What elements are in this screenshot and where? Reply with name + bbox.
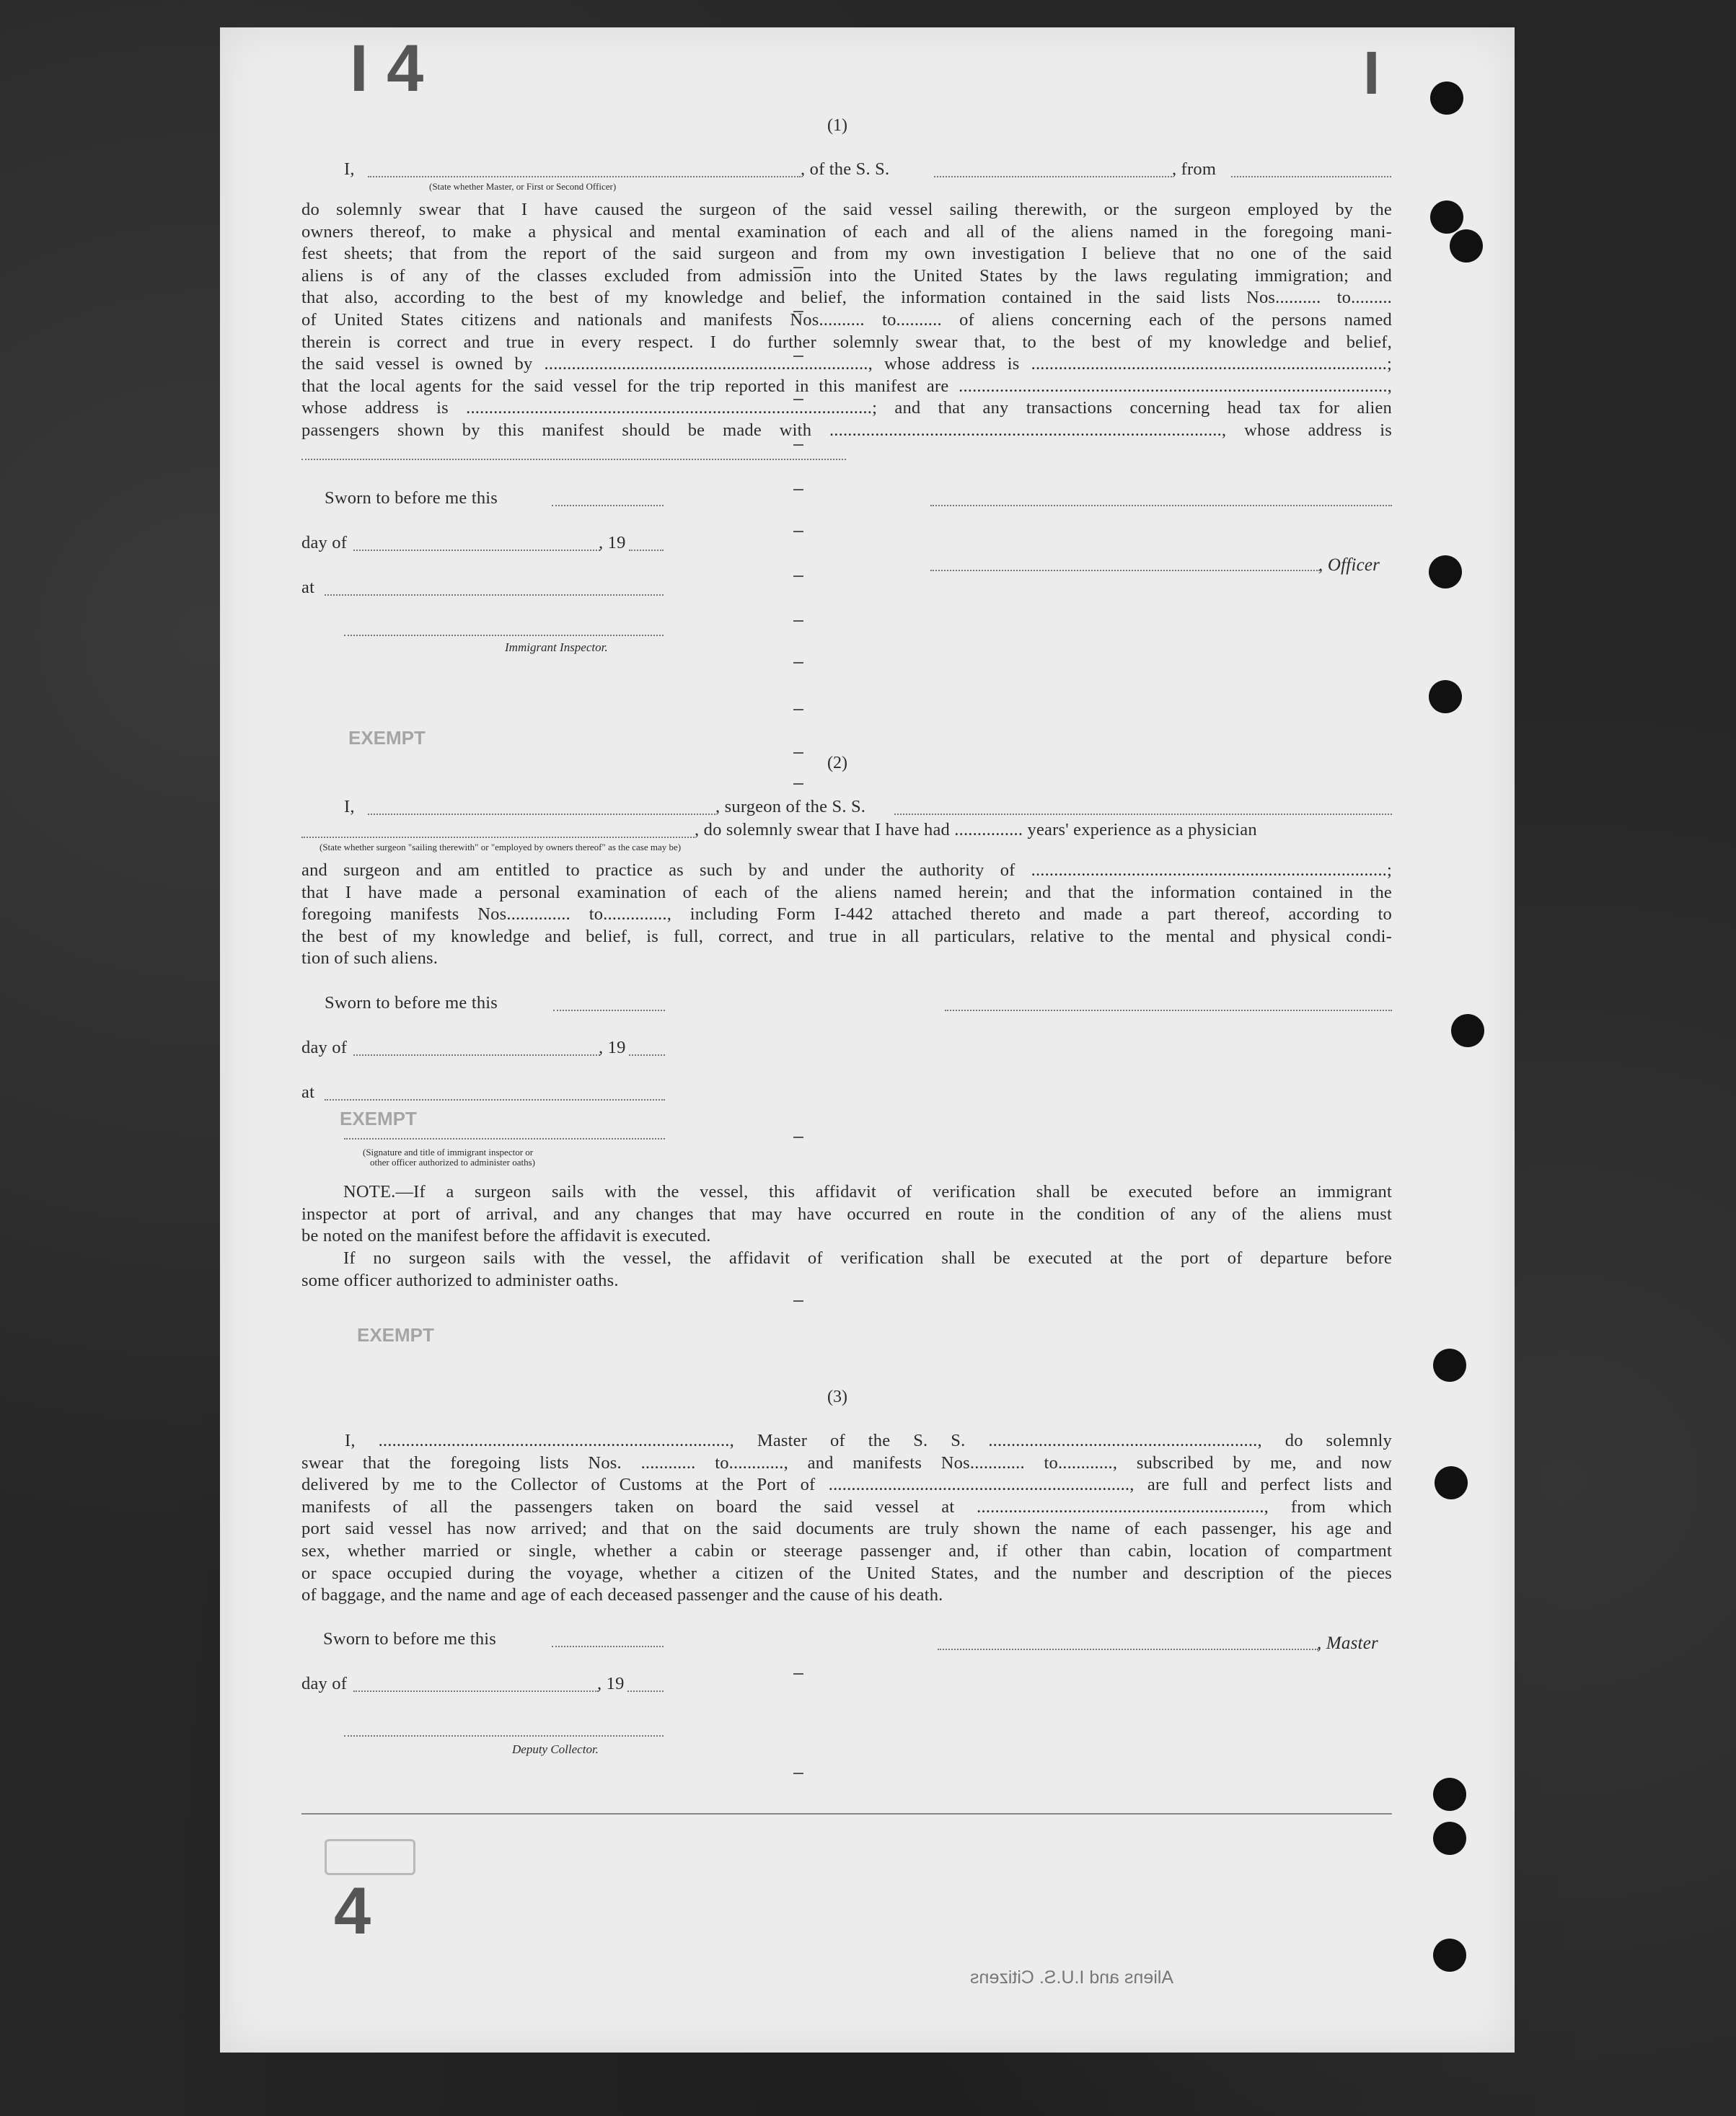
of-ss-label: , of the S. S. xyxy=(801,159,890,179)
stray-mark xyxy=(793,783,803,785)
section-3-paragraph xyxy=(301,1430,1392,1607)
officer-rank-field[interactable] xyxy=(368,176,801,177)
punch-hole xyxy=(1433,1822,1466,1855)
punch-hole xyxy=(1433,1349,1466,1382)
section-2-paragraph xyxy=(301,860,1392,970)
punch-hole xyxy=(1429,680,1462,713)
section-1-paragraph xyxy=(301,199,1392,442)
officer-name-field[interactable] xyxy=(930,570,1320,571)
master-label: , Master xyxy=(1317,1634,1378,1653)
sworn-date-field[interactable] xyxy=(552,1646,664,1647)
punch-hole xyxy=(1450,229,1483,263)
exempt-stamp: EXEMPT xyxy=(348,727,426,749)
day-month-field[interactable] xyxy=(353,1690,599,1692)
year-label: , 19 xyxy=(599,1038,626,1057)
surgeon-signature-field[interactable] xyxy=(945,1010,1392,1011)
text-line: tion of such aliens. xyxy=(301,948,439,969)
surgeon-status-caption: (State whether surgeon "sailing therewith" or "employed by owners thereof" as the case may be) xyxy=(320,842,682,852)
stray-mark xyxy=(793,531,803,532)
stamped-mark-top-right: I xyxy=(1363,39,1380,107)
at-label: at xyxy=(301,578,315,597)
punch-hole xyxy=(1430,81,1463,115)
stray-mark xyxy=(793,662,803,664)
text-line: and surgeon and am entitled to practice as such by and under the authority of ..............................................................................; xyxy=(301,860,1392,880)
inspector-signature-field[interactable] xyxy=(344,635,664,636)
day-of-label: day of xyxy=(301,533,348,552)
text-line: sex, whether married or single, whether a cabin or steerage passenger and, if other than cabin, location of compartment xyxy=(301,1540,1392,1561)
immigrant-inspector-caption: Immigrant Inspector. xyxy=(505,640,608,654)
ship-name-field[interactable] xyxy=(934,176,1172,177)
year-label: , 19 xyxy=(599,533,626,552)
deputy-collector-caption: Deputy Collector. xyxy=(512,1742,599,1756)
text-line: foregoing manifests Nos.............. to.............., including Form I-442 attached thereto and made a part thereof, according to xyxy=(301,904,1392,925)
text-line: that also, according to the best of my knowledge and belief, the information contained in the said lists Nos.......... to......... xyxy=(301,288,1392,308)
text-line: I, ............................................................................., Master of the S. S. ..........................................................., do solemnly xyxy=(345,1431,1392,1450)
punch-hole xyxy=(1433,1778,1466,1811)
stray-mark xyxy=(793,620,803,622)
note-paragraph xyxy=(301,1248,1392,1292)
at-label: at xyxy=(301,1083,315,1102)
text-line: If no surgeon sails with the vessel, the affidavit of verification shall be executed at the port of departure before xyxy=(343,1248,1392,1268)
sworn-label: Sworn to before me this xyxy=(325,488,498,508)
punch-hole xyxy=(1429,555,1462,588)
day-of-label: day of xyxy=(301,1674,348,1693)
section-1-i-label: I, xyxy=(344,159,355,179)
surgeon-ship-field[interactable] xyxy=(894,814,1392,815)
stray-mark xyxy=(793,709,803,710)
year-field[interactable] xyxy=(629,1054,665,1056)
stamped-mark-top-left: I 4 xyxy=(350,32,424,105)
stray-mark xyxy=(793,1673,803,1675)
text-line: that the local agents for the said vessel for the trip reported in this manifest are .............................................................................................., xyxy=(301,376,1392,396)
inspector-signature-field[interactable] xyxy=(344,1138,665,1139)
signature-caption: (Signature and title of immigrant inspector or xyxy=(363,1147,534,1158)
exempt-stamp: EXEMPT xyxy=(357,1324,434,1346)
stamped-mark-bottom-left: 4 xyxy=(334,1874,371,1948)
surgeon-of-ss-label: , surgeon of the S. S. xyxy=(715,797,866,816)
surgeon-name-field[interactable] xyxy=(368,814,715,815)
agent-address-continuation-field[interactable] xyxy=(301,459,846,460)
text-line: owners thereof, to make a physical and mental examination of each and all of the aliens named in the foregoing mani- xyxy=(301,221,1392,242)
text-line: swear that the foregoing lists Nos. ............ to............, and manifests Nos............ to............, subscribed by me, and now xyxy=(301,1452,1392,1473)
bottom-rule xyxy=(301,1813,1392,1815)
punch-hole xyxy=(1433,1939,1466,1972)
text-line: manifests of all the passengers taken on board the said vessel at ..............................................................., from which xyxy=(301,1496,1392,1517)
signature-caption: other officer authorized to administer oaths) xyxy=(370,1157,535,1168)
officer-signature-field[interactable] xyxy=(930,505,1392,506)
stray-mark xyxy=(793,1137,803,1138)
mirrored-bleed-through-text: Aliens and I.U.S. Citizens xyxy=(970,1967,1174,1988)
at-location-field[interactable] xyxy=(325,1099,665,1101)
punch-hole xyxy=(1451,1014,1484,1047)
day-month-field[interactable] xyxy=(353,1054,600,1056)
date-stamp-box xyxy=(325,1839,415,1875)
surgeon-status-field[interactable] xyxy=(301,837,695,838)
punch-hole xyxy=(1435,1466,1468,1499)
stray-mark xyxy=(793,1300,803,1302)
stray-mark xyxy=(793,444,803,446)
day-month-field[interactable] xyxy=(353,550,600,551)
year-label: , 19 xyxy=(597,1674,625,1693)
stray-mark xyxy=(793,752,803,754)
year-field[interactable] xyxy=(629,550,664,551)
text-line: therein is correct and true in every respect. I do further solemnly swear that, to the best of my knowledge and belief, xyxy=(301,332,1392,352)
from-label: , from xyxy=(1172,159,1217,179)
master-caption: (State whether Master, or First or Second Officer) xyxy=(429,181,617,192)
section-3-number: (3) xyxy=(827,1388,847,1406)
section-2-i-label: I, xyxy=(344,797,355,816)
text-line: whose address is .........................................................................................; and that any transactions concerning head tax for alien xyxy=(301,398,1392,418)
officer-label: , Officer xyxy=(1318,555,1380,575)
sworn-label: Sworn to before me this xyxy=(325,993,498,1013)
collector-signature-field[interactable] xyxy=(344,1735,664,1737)
stray-mark xyxy=(793,1773,803,1774)
punch-hole xyxy=(1430,200,1463,234)
stray-mark xyxy=(793,489,803,490)
text-line: the said vessel is owned by ......................................................................., whose address is ..............................................................................; xyxy=(301,354,1392,374)
text-line: be noted on the manifest before the affidavit is executed. xyxy=(301,1226,711,1246)
sworn-label: Sworn to before me this xyxy=(323,1629,497,1649)
stray-mark xyxy=(793,576,803,577)
departure-port-field[interactable] xyxy=(1231,176,1391,177)
text-line: aliens is of any of the classes excluded from admission into the United States by the laws regulating immigration; and xyxy=(301,265,1392,286)
text-line: some officer authorized to administer oaths. xyxy=(301,1270,619,1290)
text-line: of baggage, and the name and age of each deceased passenger and the cause of his death. xyxy=(301,1585,943,1605)
manifest-page xyxy=(220,27,1515,2053)
text-line: inspector at port of arrival, and any changes that may have occurred en route in the condition of any of the aliens must xyxy=(301,1204,1392,1224)
sworn-date-field[interactable] xyxy=(552,505,664,506)
year-field[interactable] xyxy=(627,1690,664,1692)
text-line: or space occupied during the voyage, whether a citizen of the United States, and the number and description of the pieces xyxy=(301,1563,1392,1583)
at-location-field[interactable] xyxy=(325,594,664,596)
years-experience-line: , do solemnly swear that I have had ............... years' experience as a physician xyxy=(695,820,1257,839)
text-line: port said vessel has now arrived; and that on the said documents are truly shown the name of each passenger, his age and xyxy=(301,1519,1392,1539)
note-paragraph xyxy=(301,1181,1392,1248)
text-line: delivered by me to the Collector of Customs at the Port of .................................................................., are full and perfect lists and xyxy=(301,1475,1392,1495)
text-line: that I have made a personal examination of each of the aliens named herein; and that the information contained in the xyxy=(301,882,1392,902)
text-line: the best of my knowledge and belief, is full, correct, and true in all particulars, relative to the mental and physical condi- xyxy=(301,926,1392,946)
section-1-number: (1) xyxy=(827,116,847,135)
text-line: do solemnly swear that I have caused the surgeon of the said vessel sailing therewith, or the surgeon employed by the xyxy=(301,200,1392,219)
day-of-label: day of xyxy=(301,1038,348,1057)
sworn-date-field[interactable] xyxy=(553,1010,665,1011)
text-line: NOTE.—If a surgeon sails with the vessel, this affidavit of verification shall be executed before an immigrant xyxy=(343,1182,1392,1202)
text-line: fest sheets; that from the report of the said surgeon and from my own investigation I believe that no one of the said xyxy=(301,244,1392,264)
text-line: of United States citizens and nationals and manifests Nos.......... to.......... of aliens concerning each of the persons named xyxy=(301,309,1392,330)
exempt-stamp: EXEMPT xyxy=(340,1108,417,1129)
master-signature-field[interactable] xyxy=(938,1649,1318,1650)
section-2-number: (2) xyxy=(827,754,847,772)
text-line: passengers shown by this manifest should be made with ......................................................................................, whose address is xyxy=(301,420,1392,440)
